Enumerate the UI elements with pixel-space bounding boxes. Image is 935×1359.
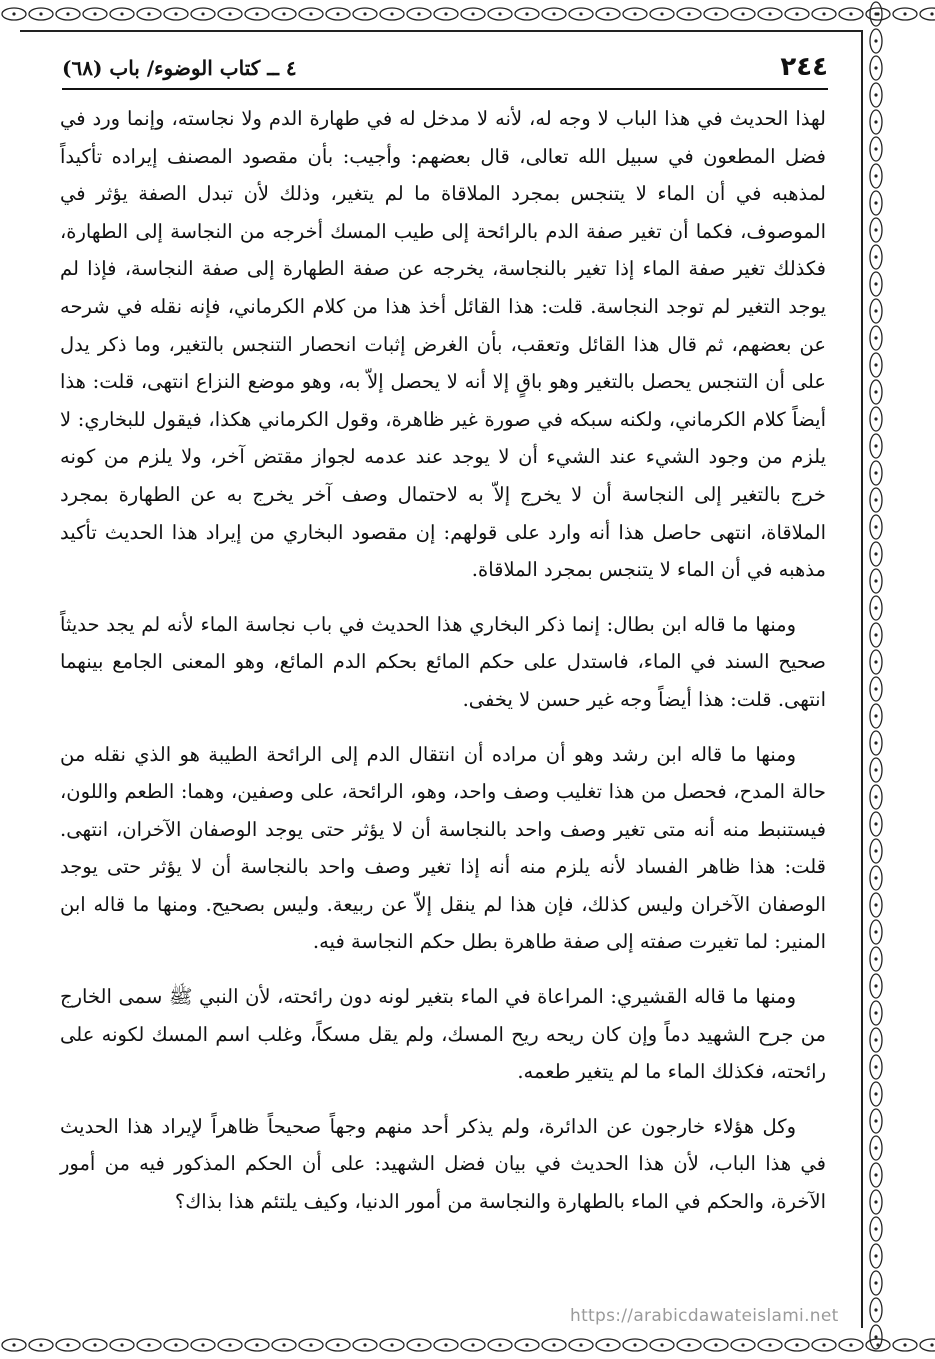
ornamental-border-top (0, 0, 935, 30)
watermark-url: https://arabicdawateislami.net (570, 1306, 839, 1326)
running-title: ٤ ــ كتاب الوضوء/ باب (٦٨) (62, 56, 297, 80)
ornament-pattern-top (0, 0, 935, 30)
frame-line-top (20, 30, 863, 32)
paragraph: لهذا الحديث في هذا الباب لا وجه له، لأنه لا مدخل له في طهارة الدم ولا نجاسته، وإنما ورد في فضل المطعون في سبيل الله تعالى، قال بعضهم: وأجيب: بأن مقصود المصنف إيراده تأكيداً لمذهبه في أن الماء لا يتنجس بمجرد الملاقاة ما لم يتغير، وذلك لأن تبدل الصفة يؤثر في الموصوف، فكما أن تغير صفة الدم بالرائحة إلى طيب المسك أخرجه من النجاسة إلى الطهارة، فكذلك تغير صفة الماء إذا تغير بالنجاسة، يخرجه عن صفة الطهارة إلى صفة النجاسة، فإذا لم يوجد التغير لم توجد النجاسة. قلت: هذا القائل أخذ هذا من كلام الكرماني، فإنه نقله في شرحه عن بعضهم، ثم قال هذا القائل وتعقب، بأن الغرض إثبات انحصار التنجس بالتغير، وما ذكر يدل على أن التنجس يحصل بالتغير وهو باقٍ إلا أنه لا يحصل إلاّ به، وهو موضع النزاع انتهى، قلت: هذا أيضاً كلام الكرماني، ولكنه سبكه في صورة غير ظاهرة، وقول الكرماني هكذا، فيقول للبخاري: لا يلزم من وجود الشيء عند الشيء أن لا يوجد عند عدمه لجواز مقتض آخر، ولا يلزم من كونه خرج بالتغير إلى النجاسة أن لا يخرج إلاّ به لاحتمال وصف آخر يخرج به عن الطهارة بمجرد الملاقاة، انتهى حاصل هذا أنه وارد على قولهم: إن مقصود البخاري من إيراد هذا الحديث تأكيد مذهبه في أن الماء لا يتنجس بمجرد الملاقاة. (60, 107, 826, 582)
ornament-pattern-right (862, 0, 935, 1359)
ornament-pattern-bottom (0, 1329, 935, 1359)
paragraph: ومنها ما قاله ابن رشد وهو أن مراده أن انتقال الدم إلى الرائحة الطيبة هو الذي نقله من حالة المدح، فحصل من هذا تغليب وصف واحد، وهو، الرائحة، على وصفين، وهما: الطعم واللون، فيستنبط منه أنه متى تغير وصف واحد بالنجاسة أن لا يؤثر حتى يوجد الوصفان الآخران، انتهى. قلت: هذا ظاهر الفساد لأنه يلزم منه أنه إذا تغير وصف واحد بالنجاسة أن لا يؤثر حتى يوجد الوصفان الآخران وليس كذلك، فإن هذا لم ينقل إلاّ عن ربيعة. وليس بصحيح. ومنها ما قاله ابن المنير: لما تغيرت صفته إلى صفة طاهرة بطل حكم النجاسة فيه. (60, 742, 826, 954)
ornamental-border-right (862, 0, 935, 1359)
frame-line-right (861, 30, 863, 1328)
page-number: ٢٤٤ (780, 52, 828, 82)
book-page (22, 48, 848, 1318)
paragraph: ومنها ما قاله ابن بطال: إنما ذكر البخاري هذا الحديث في باب نجاسة الماء لأنه لم يجد حديثاً صحيح السند في الماء، فاستدل على حكم المائع بحكم الدم المائع، وهو المعنى الجامع بينهما انتهى. قلت: هذا أيضاً وجه غير حسن لا يخفى. (60, 612, 826, 711)
page-header (62, 48, 828, 90)
paragraph: وكل هؤلاء خارجون عن الدائرة، ولم يذكر أحد منهم وجهاً صحيحاً ظاهراً لإيراد هذا الحديث في هذا الباب، لأن هذا الحديث في بيان فضل الشهيد: على أن الحكم المذكور فيه من أمور الآخرة، والحكم في الماء بالطهارة والنجاسة من أمور الدنيا، وكيف يلتئم هذا بذاك؟ (60, 1114, 826, 1214)
ornamental-border-bottom (0, 1329, 935, 1359)
paragraph: ومنها ما قاله القشيري: المراعاة في الماء بتغير لونه دون رائحته، لأن النبي ﷺ سمى الخارج من جرح الشهيد دماً وإن كان ريحه ريح المسك، ولم يقل مسكاً، وغلب اسم المسك لكونه على رائحته، فكذلك الماء ما لم يتغير طعمه. (60, 985, 826, 1084)
body-text (60, 100, 826, 1238)
